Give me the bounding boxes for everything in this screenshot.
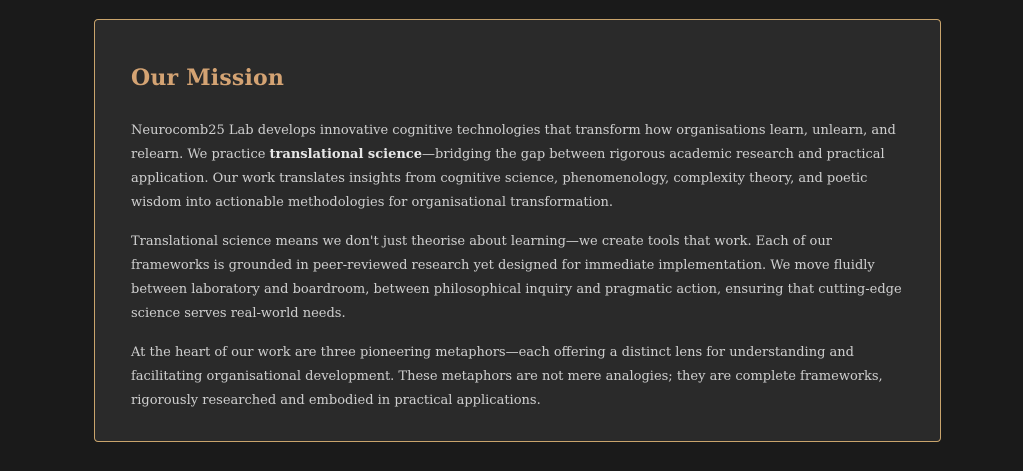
mission-paragraph-3: At the heart of our work are three pioneering metaphors—each offering a distinct lens for understanding and facilitating organisational development. These metaphors are not mere analogies; they are complete frameworks, rigorously researched and embodied in practical applications. xyxy=(131,345,883,408)
mission-paragraph-2: Translational science means we don't just theorise about learning—we create tools that work. Each of our frameworks is grounded in peer-reviewed research yet designed for immediate implementation. We move fluidly between laboratory and boardroom, between philosophical inquiry and pragmatic action, ensuring that cutting-edge science serves real-world needs. xyxy=(131,234,902,321)
paragraph-1-rest: —bridging the gap between rigorous academic research and practical application. Our work translates insights from cognitive science, phenomenology, complexity theory, and poetic wisdom into actionable methodologies for organisational transformation. xyxy=(131,147,885,210)
mission-paragraph-1 xyxy=(131,119,904,215)
mission-body xyxy=(131,119,904,413)
paragraph-1-lead: Neurocomb25 Lab develops innovative cognitive technologies that transform how organisations learn, unlearn, and relearn. We practice xyxy=(131,123,896,162)
paragraph-1-emphasis: translational science xyxy=(269,147,422,162)
mission-card xyxy=(94,19,941,442)
mission-title: Our Mission xyxy=(131,65,285,91)
